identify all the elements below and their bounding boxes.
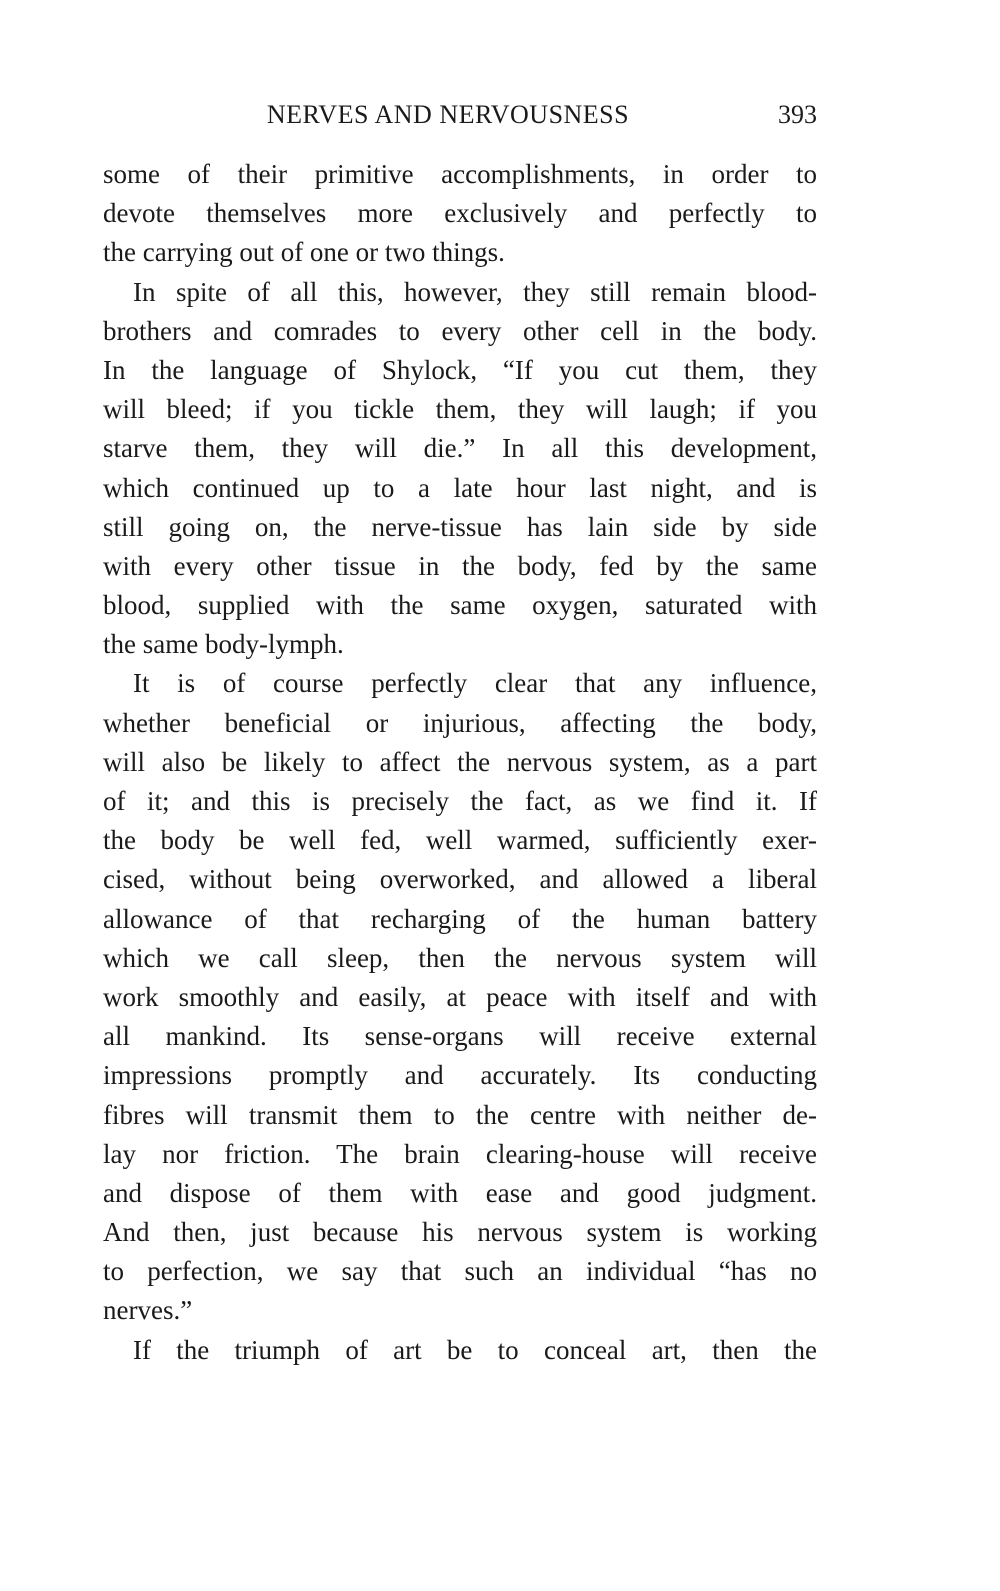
running-title: NERVES AND NERVOUSNESS [266,100,630,129]
text-line: which continued up to a late hour last night, and is [103,472,817,503]
text-line: brothers and comrades to every other cell in the body. [103,315,817,346]
text-line: In the language of Shylock, “If you cut them, they [103,354,817,385]
text-line: starve them, they will die.” In all this development, [103,433,817,464]
text-line: In spite of all this, however, they still remain blood- [133,276,817,307]
text-line: and dispose of them with ease and good judgment. [103,1177,817,1208]
text-line: still going on, the nerve-tissue has lain side by side [103,511,817,542]
text-line: the body be well fed, well warmed, sufficiently exer- [103,825,817,856]
text-line: nerves.” [103,1295,193,1326]
text-line: the carrying out of one or two things. [103,237,505,268]
text-line: It is of course perfectly clear that any influence, [133,668,817,699]
text-line: lay nor friction. The brain clearing-house will receive [103,1138,817,1169]
text-line: the same body-lymph. [103,629,344,660]
page-number: 393 [778,100,817,129]
text-line: which we call sleep, then the nervous system will [103,942,817,973]
text-line: will also be likely to affect the nervous system, as a part [103,746,817,777]
text-line: with every other tissue in the body, fed by the same [103,550,817,581]
text-line: to perfection, we say that such an individual “has no [103,1256,817,1287]
text-line: If the triumph of art be to conceal art, then the [133,1334,817,1365]
text-line: will bleed; if you tickle them, they will laugh; if you [103,394,817,425]
text-line: whether beneficial or injurious, affecting the body, [103,707,817,738]
text-line: fibres will transmit them to the centre with neither de- [103,1099,817,1130]
text-line: cised, without being overworked, and allowed a liberal [103,864,817,895]
text-line: of it; and this is precisely the fact, as we find it. If [103,786,817,816]
text-line: devote themselves more exclusively and perfectly to [103,198,817,229]
text-line: And then, just because his nervous system is working [103,1217,817,1248]
running-head [103,96,817,136]
text-line: some of their primitive accomplishments, in order to [103,159,817,189]
text-line: impressions promptly and accurately. Its conducting [103,1060,817,1091]
text-line: allowance of that recharging of the human battery [103,903,817,934]
text-line: blood, supplied with the same oxygen, saturated with [103,590,817,621]
body-text [103,155,817,1370]
text-line: work smoothly and easily, at peace with itself and with [103,981,817,1012]
text-line: all mankind. Its sense-organs will receive external [103,1021,817,1052]
